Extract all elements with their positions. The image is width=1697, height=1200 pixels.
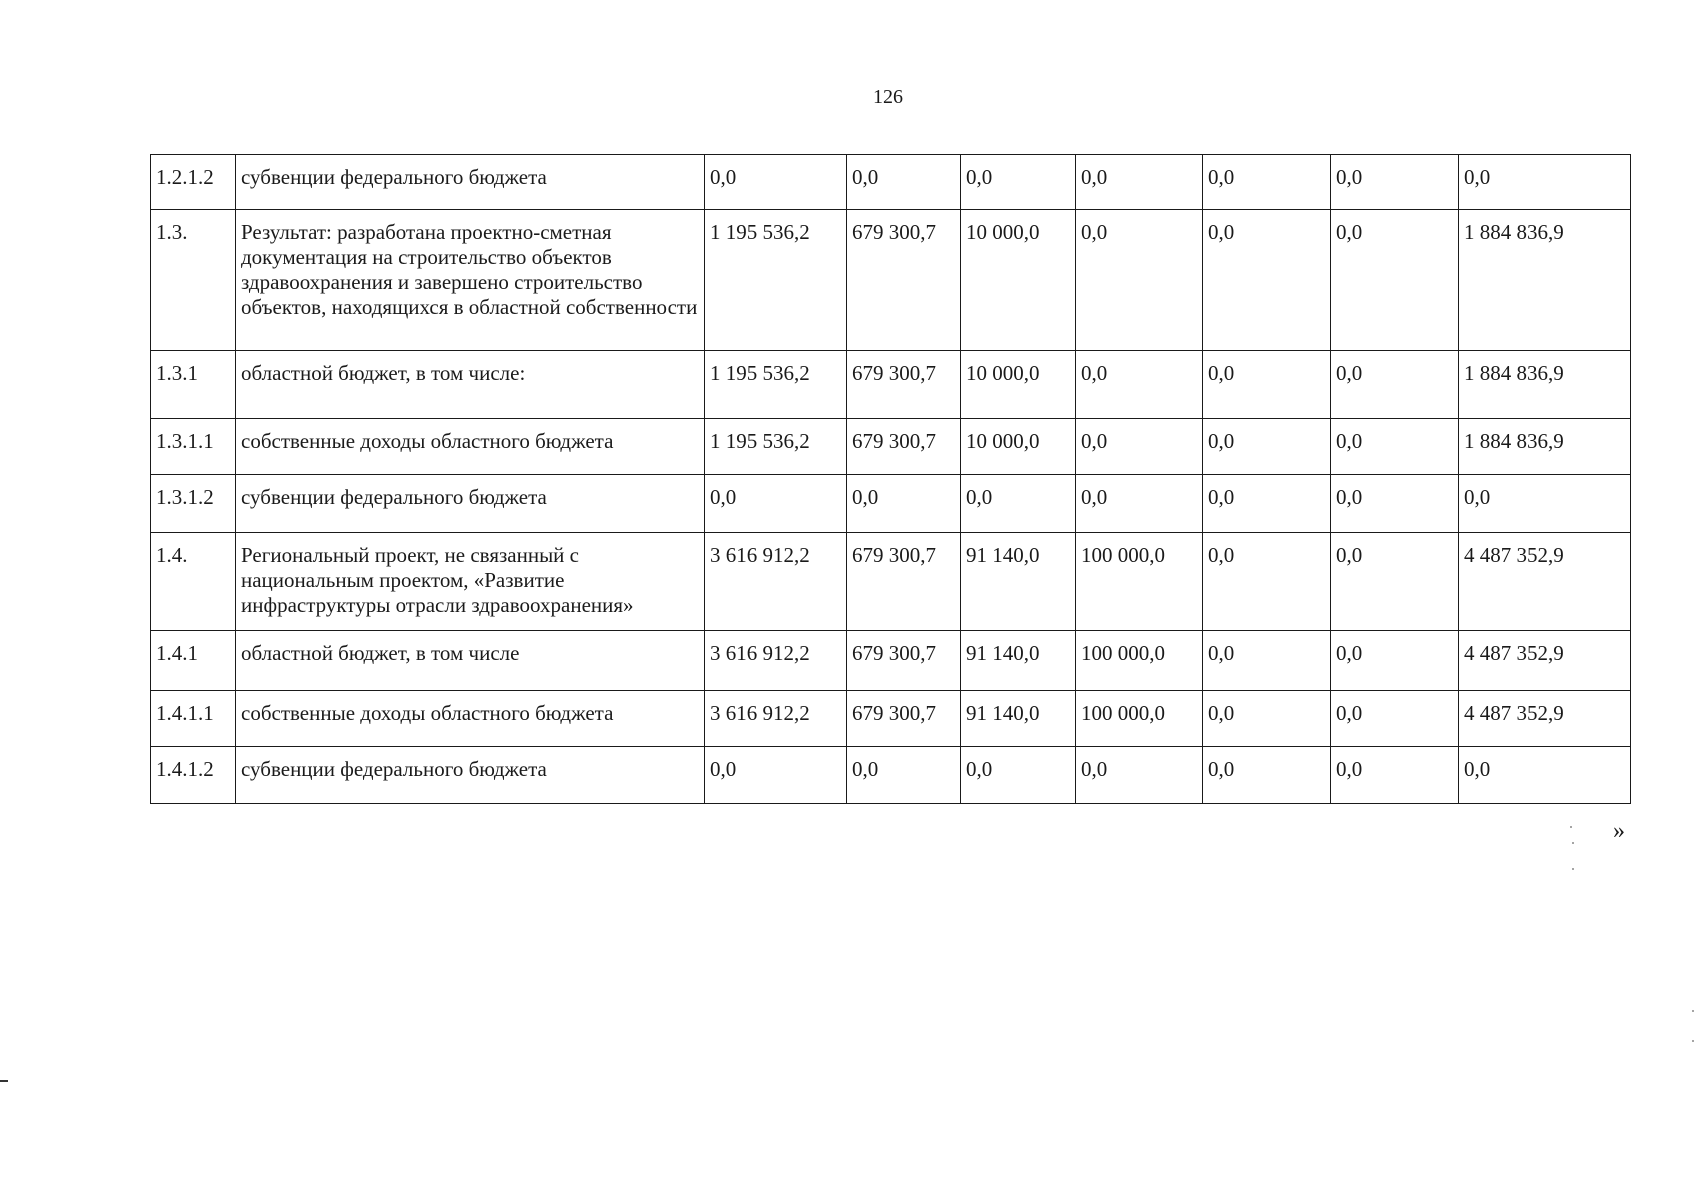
row-value-cell: 0,0: [961, 747, 1076, 804]
row-value-cell: 0,0: [1203, 351, 1331, 419]
row-value-cell: 0,0: [705, 155, 847, 210]
row-value-cell: 0,0: [1076, 351, 1203, 419]
table-row: [151, 351, 1631, 419]
row-value-cell: 0,0: [1203, 475, 1331, 533]
row-value-cell: 0,0: [1203, 210, 1331, 351]
row-code-cell: 1.3.1: [151, 351, 236, 419]
row-value-cell: 0,0: [1331, 691, 1459, 747]
row-value-cell: 0,0: [847, 747, 961, 804]
closing-quote: »: [1613, 818, 1625, 844]
scan-speck: [1572, 868, 1574, 870]
scan-speck: [1570, 826, 1572, 828]
row-value-cell: 1 195 536,2: [705, 351, 847, 419]
row-value-cell: 0,0: [1331, 631, 1459, 691]
row-value-cell: 91 140,0: [961, 533, 1076, 631]
budget-table: [150, 154, 1631, 804]
row-value-cell: 3 616 912,2: [705, 691, 847, 747]
row-description-cell: Результат: разработана проектно-сметная документация на строительство объектов здравоохранения и завершено строительство объектов, находящихся в областной собственности: [236, 210, 705, 351]
row-value-cell: 0,0: [1331, 351, 1459, 419]
row-value-cell: 0,0: [1076, 475, 1203, 533]
row-value-cell: 4 487 352,9: [1459, 631, 1631, 691]
row-description-cell: собственные доходы областного бюджета: [236, 691, 705, 747]
scan-edge-mark: [0, 1080, 8, 1082]
row-code-cell: 1.3.: [151, 210, 236, 351]
row-value-cell: 679 300,7: [847, 210, 961, 351]
row-code-cell: 1.3.1.1: [151, 419, 236, 475]
row-value-cell: 0,0: [1076, 210, 1203, 351]
row-value-cell: 679 300,7: [847, 533, 961, 631]
table-row: [151, 475, 1631, 533]
row-code-cell: 1.4.1.2: [151, 747, 236, 804]
scan-speck: [1692, 1010, 1694, 1012]
row-value-cell: 0,0: [1331, 475, 1459, 533]
table-row: [151, 210, 1631, 351]
row-value-cell: 0,0: [705, 475, 847, 533]
row-value-cell: 0,0: [705, 747, 847, 804]
row-value-cell: 100 000,0: [1076, 691, 1203, 747]
row-value-cell: 100 000,0: [1076, 533, 1203, 631]
row-value-cell: 0,0: [1331, 419, 1459, 475]
table-row: [151, 533, 1631, 631]
row-value-cell: 1 884 836,9: [1459, 419, 1631, 475]
row-description-cell: областной бюджет, в том числе: [236, 631, 705, 691]
row-code-cell: 1.4.1.1: [151, 691, 236, 747]
row-value-cell: 0,0: [1203, 155, 1331, 210]
row-code-cell: 1.2.1.2: [151, 155, 236, 210]
row-value-cell: 0,0: [1076, 155, 1203, 210]
row-value-cell: 4 487 352,9: [1459, 533, 1631, 631]
row-description-cell: областной бюджет, в том числе:: [236, 351, 705, 419]
row-value-cell: 0,0: [1331, 210, 1459, 351]
row-value-cell: 0,0: [847, 475, 961, 533]
row-value-cell: 0,0: [1459, 747, 1631, 804]
row-value-cell: 0,0: [847, 155, 961, 210]
row-description-cell: субвенции федерального бюджета: [236, 475, 705, 533]
row-value-cell: 10 000,0: [961, 210, 1076, 351]
table-row: [151, 631, 1631, 691]
row-value-cell: 4 487 352,9: [1459, 691, 1631, 747]
row-value-cell: 0,0: [1203, 533, 1331, 631]
row-value-cell: 0,0: [1076, 419, 1203, 475]
row-value-cell: 1 195 536,2: [705, 419, 847, 475]
table-row: [151, 747, 1631, 804]
row-value-cell: 10 000,0: [961, 351, 1076, 419]
row-value-cell: 0,0: [1203, 691, 1331, 747]
row-description-cell: субвенции федерального бюджета: [236, 747, 705, 804]
row-value-cell: 679 300,7: [847, 631, 961, 691]
row-value-cell: 0,0: [1076, 747, 1203, 804]
row-code-cell: 1.4.: [151, 533, 236, 631]
row-description-cell: Региональный проект, не связанный с национальным проектом, «Развитие инфраструктуры отрасли здравоохранения»: [236, 533, 705, 631]
row-value-cell: 100 000,0: [1076, 631, 1203, 691]
row-value-cell: 0,0: [1203, 631, 1331, 691]
row-value-cell: 679 300,7: [847, 691, 961, 747]
row-value-cell: 91 140,0: [961, 691, 1076, 747]
row-value-cell: 0,0: [1331, 155, 1459, 210]
row-value-cell: 0,0: [1203, 747, 1331, 804]
row-value-cell: 3 616 912,2: [705, 631, 847, 691]
row-value-cell: 679 300,7: [847, 419, 961, 475]
scan-speck: [1572, 842, 1574, 844]
row-value-cell: 679 300,7: [847, 351, 961, 419]
row-value-cell: 0,0: [1459, 475, 1631, 533]
table-row: [151, 155, 1631, 210]
row-value-cell: 0,0: [961, 155, 1076, 210]
row-value-cell: 1 884 836,9: [1459, 351, 1631, 419]
row-value-cell: 1 884 836,9: [1459, 210, 1631, 351]
row-value-cell: 1 195 536,2: [705, 210, 847, 351]
table-row: [151, 691, 1631, 747]
scan-speck: [1692, 1040, 1694, 1042]
row-value-cell: 10 000,0: [961, 419, 1076, 475]
row-value-cell: 0,0: [1459, 155, 1631, 210]
row-value-cell: 91 140,0: [961, 631, 1076, 691]
row-value-cell: 3 616 912,2: [705, 533, 847, 631]
table-row: [151, 419, 1631, 475]
row-value-cell: 0,0: [1203, 419, 1331, 475]
row-code-cell: 1.4.1: [151, 631, 236, 691]
row-value-cell: 0,0: [961, 475, 1076, 533]
row-value-cell: 0,0: [1331, 533, 1459, 631]
page-number: 126: [873, 86, 903, 108]
row-value-cell: 0,0: [1331, 747, 1459, 804]
table-body: [151, 155, 1631, 804]
row-code-cell: 1.3.1.2: [151, 475, 236, 533]
row-description-cell: субвенции федерального бюджета: [236, 155, 705, 210]
row-description-cell: собственные доходы областного бюджета: [236, 419, 705, 475]
